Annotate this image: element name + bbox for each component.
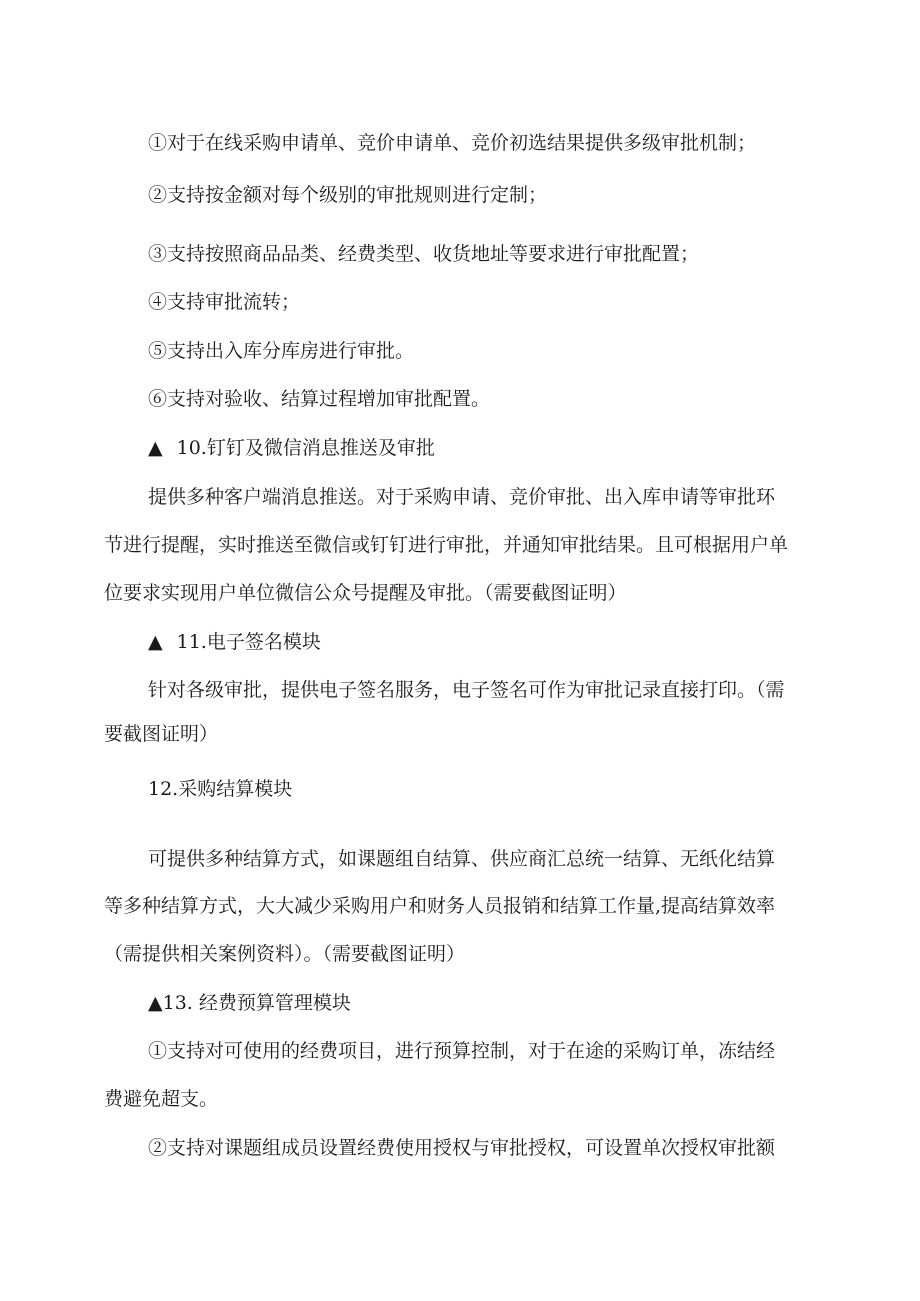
section-heading-13: ▲13. 经费预算管理模块 xyxy=(148,992,351,1014)
section-heading-10-text: 10.钉钉及微信消息推送及审批 xyxy=(176,437,435,459)
list-item-3: ③支持按照商品品类、经费类型、收货地址等要求进行审批配置； xyxy=(148,243,700,265)
section-heading-10 xyxy=(148,433,435,463)
paragraph-13-line-3: ②支持对课题组成员设置经费使用授权与审批授权，可设置单次授权审批额 xyxy=(148,1137,776,1159)
paragraph-11-line-1: 针对各级审批，提供电子签名服务，电子签名可作为审批记录直接打印。（需 xyxy=(148,679,785,701)
paragraph-12-line-1: 可提供多种结算方式，如课题组自结算、供应商汇总统一结算、无纸化结算 xyxy=(148,848,776,870)
section-heading-11 xyxy=(148,627,321,657)
paragraph-12-line-2: 等多种结算方式，大大减少采购用户和财务人员报销和结算工作量,提高结算效率 xyxy=(104,895,776,917)
paragraph-10-line-3: 位要求实现用户单位微信公众号提醒及审批。（需要截图证明） xyxy=(104,582,627,604)
triangle-marker-icon: ▲ xyxy=(148,631,163,653)
paragraph-10-line-1: 提供多种客户端消息推送。对于采购申请、竞价审批、出入库申请等审批环 xyxy=(148,486,776,508)
list-item-2: ②支持按金额对每个级别的审批规则进行定制； xyxy=(148,184,548,206)
paragraph-13-line-1: ①支持对可使用的经费项目，进行预算控制，对于在途的采购订单，冻结经 xyxy=(148,1040,776,1062)
list-item-6: ⑥支持对验收、结算过程增加审批配置。 xyxy=(148,388,491,410)
paragraph-13-line-2: 费避免超支。 xyxy=(104,1088,219,1110)
list-item-5: ⑤支持出入库分库房进行审批。 xyxy=(148,340,415,362)
section-heading-11-text: 11.电子签名模块 xyxy=(176,631,321,653)
list-item-1: ①对于在线采购申请单、竞价申请单、竞价初选结果提供多级审批机制； xyxy=(148,132,757,154)
paragraph-12-line-3: （需提供相关案例资料）。（需要截图证明） xyxy=(104,943,466,965)
paragraph-10-line-2: 节进行提醒，实时推送至微信或钉钉进行审批，并通知审批结果。且可根据用户单 xyxy=(104,534,789,556)
section-heading-12: 12.采购结算模块 xyxy=(148,778,293,800)
paragraph-11-line-2: 要截图证明） xyxy=(104,723,219,745)
list-item-4: ④支持审批流转； xyxy=(148,291,301,313)
triangle-marker-icon: ▲ xyxy=(148,437,163,459)
